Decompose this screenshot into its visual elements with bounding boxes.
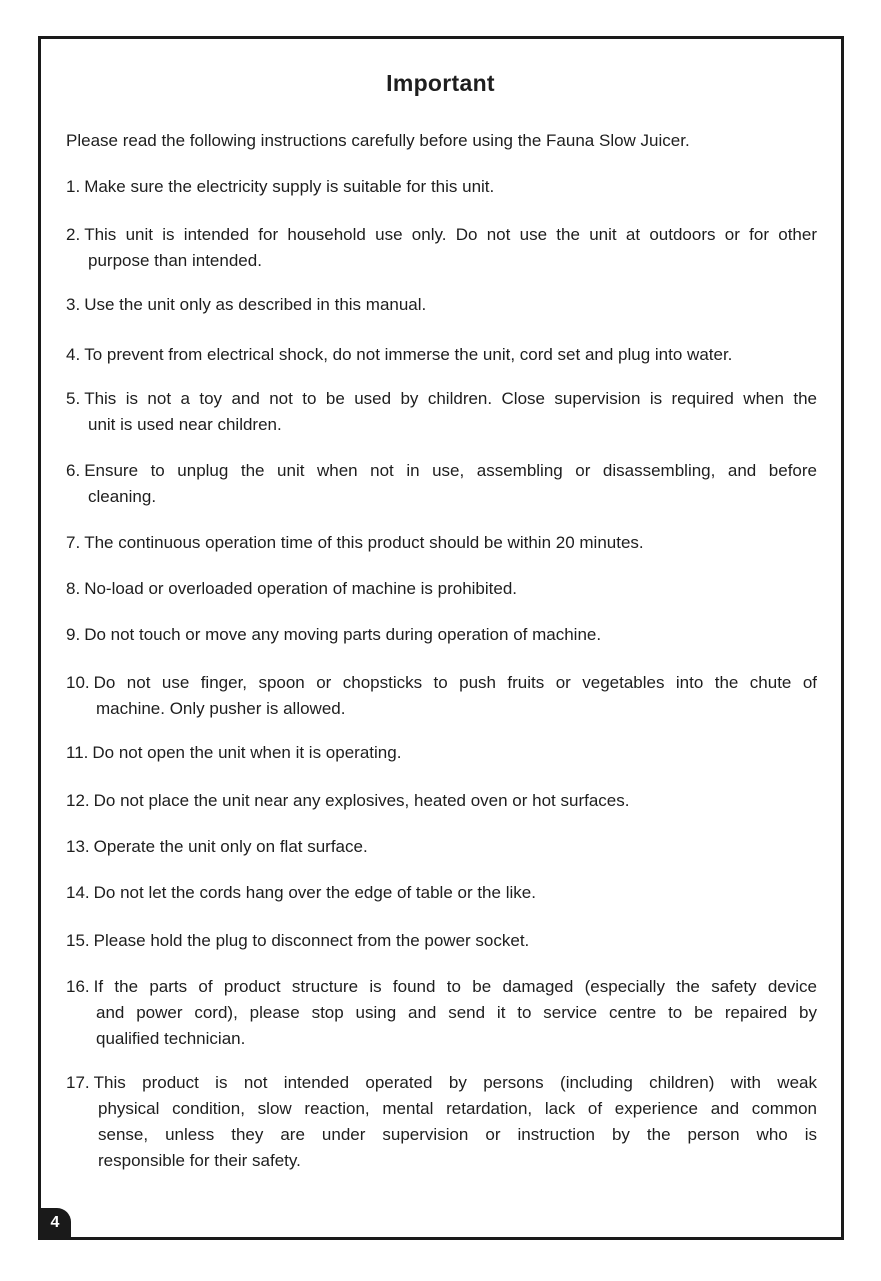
item-text-line: The continuous operation time of this product should be within 20 minutes. <box>84 533 644 552</box>
item-text-line: physical condition, slow reaction, mental retardation, lack of experience and common <box>98 1099 817 1118</box>
instruction-item <box>66 576 817 602</box>
item-text-line: unit is used near children. <box>88 415 282 434</box>
item-number: 17. <box>66 1073 90 1092</box>
item-number: 2. <box>66 225 81 244</box>
item-text-line: cleaning. <box>88 487 157 506</box>
instruction-item <box>66 174 817 200</box>
item-text-line: Do not let the cords hang over the edge of table or the like. <box>93 883 536 902</box>
item-number: 16. <box>66 977 90 996</box>
item-text-line: machine. Only pusher is allowed. <box>96 699 346 718</box>
item-text-line: To prevent from electrical shock, do not immerse the unit, cord set and plug into water. <box>84 345 733 364</box>
item-text-line: Operate the unit only on flat surface. <box>93 837 368 856</box>
item-text-line: This unit is intended for household use only. Do not use the unit at outdoors or for other <box>84 225 817 244</box>
item-text-line: Use the unit only as described in this manual. <box>84 295 427 314</box>
instruction-item <box>66 386 817 438</box>
intro-text: Please read the following instructions carefully before using the Fauna Slow Juicer. <box>66 131 690 150</box>
item-number: 11. <box>66 743 89 762</box>
item-text-line: If the parts of product structure is found to be damaged (especially the safety device <box>93 977 817 996</box>
instruction-item <box>66 670 817 722</box>
item-number: 12. <box>66 791 90 810</box>
instruction-item <box>66 622 817 648</box>
instruction-item <box>66 788 817 814</box>
instruction-item <box>66 342 817 368</box>
item-number: 4. <box>66 345 81 364</box>
item-number: 6. <box>66 461 81 480</box>
instruction-item <box>66 834 817 860</box>
instruction-item <box>66 880 817 906</box>
item-text-line: Do not touch or move any moving parts during operation of machine. <box>84 625 602 644</box>
item-number: 13. <box>66 837 90 856</box>
instruction-item <box>66 1070 817 1174</box>
item-number: 3. <box>66 295 81 314</box>
item-text-line: responsible for their safety. <box>98 1151 301 1170</box>
item-text-line: sense, unless they are under supervision or instruction by the person who is <box>98 1125 817 1144</box>
item-text-line: Please hold the plug to disconnect from the power socket. <box>93 931 530 950</box>
item-text-line: Do not use finger, spoon or chopsticks to push fruits or vegetables into the chute of <box>93 673 817 692</box>
item-number: 8. <box>66 579 81 598</box>
page-number-badge: 4 <box>39 1208 71 1238</box>
item-number: 1. <box>66 177 81 196</box>
instruction-item <box>66 928 817 954</box>
instruction-item <box>66 530 817 556</box>
item-text-line: This is not a toy and not to be used by children. Close supervision is required when the <box>84 389 817 408</box>
item-number: 10. <box>66 673 90 692</box>
instruction-item <box>66 292 817 318</box>
item-number: 5. <box>66 389 81 408</box>
instruction-item <box>66 222 817 274</box>
item-text-line: Make sure the electricity supply is suitable for this unit. <box>84 177 495 196</box>
instruction-item <box>66 740 817 766</box>
item-number: 14. <box>66 883 90 902</box>
item-text-line: No-load or overloaded operation of machine is prohibited. <box>84 579 518 598</box>
instruction-item <box>66 458 817 510</box>
item-text-line: qualified technician. <box>96 1029 246 1048</box>
item-number: 15. <box>66 931 90 950</box>
instruction-item <box>66 974 817 1052</box>
item-text-line: This product is not intended operated by persons (including children) with weak <box>93 1073 817 1092</box>
item-number: 7. <box>66 533 81 552</box>
page-title: Important <box>386 70 495 96</box>
item-text-line: Do not open the unit when it is operating. <box>92 743 402 762</box>
item-text-line: Ensure to unplug the unit when not in use, assembling or disassembling, and before <box>84 461 817 480</box>
item-text-line: purpose than intended. <box>88 251 262 270</box>
item-text-line: Do not place the unit near any explosives, heated oven or hot surfaces. <box>93 791 630 810</box>
item-text-line: and power cord), please stop using and send it to service centre to be repaired by <box>96 1003 817 1022</box>
item-number: 9. <box>66 625 81 644</box>
